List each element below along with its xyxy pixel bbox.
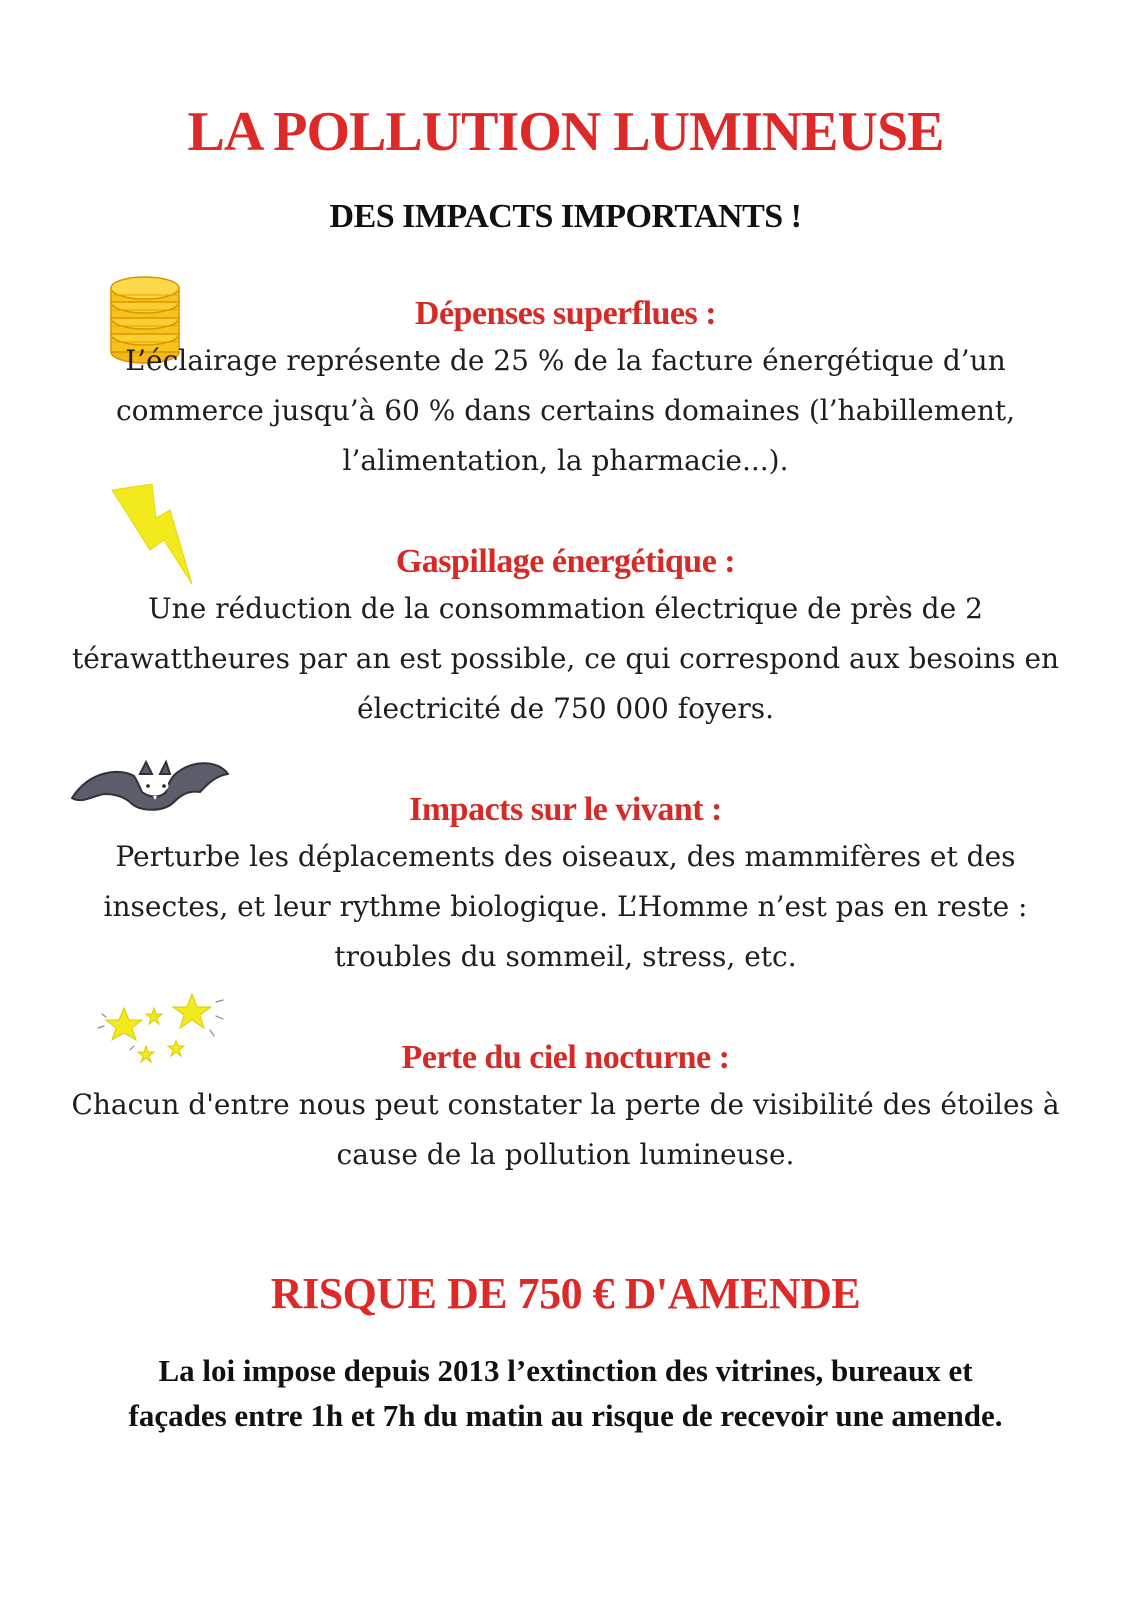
section-title: Impacts sur le vivant : [409, 791, 722, 828]
section-body: Chacun d'entre nous peut constater la perte de visibilité des étoiles à cause de la pollution lumineuse. [71, 1088, 1060, 1171]
fine-body: La loi impose depuis 2013 l’extinction des vitrines, bureaux et façades entre 1h et 7h du matin au risque de recevoir une amende. [128, 1353, 1003, 1433]
section-ciel [60, 1036, 1071, 1180]
fine-title: RISQUE DE 750 € D'AMENDE [270, 1269, 861, 1318]
section-body: Perturbe les déplacements des oiseaux, des mammifères et des insectes, et leur rythme biologique. L’Homme n’est pas en reste : troubles du sommeil, stress, etc. [103, 840, 1028, 973]
section-body: Une réduction de la consommation électrique de près de 2 térawattheures par an est possible, ce qui correspond aux besoins en électricité de 750 000 foyers. [71, 592, 1060, 725]
section-vivant [60, 788, 1071, 982]
section-gaspillage [60, 540, 1071, 734]
section-title: Gaspillage énergétique : [395, 543, 736, 580]
page-subtitle: DES IMPACTS IMPORTANTS ! [329, 198, 802, 235]
section-title: Dépenses superflues : [414, 295, 717, 332]
section-title: Perte du ciel nocturne : [401, 1039, 730, 1076]
page-title: LA POLLUTION LUMINEUSE [187, 101, 944, 163]
section-body: L’éclairage représente de 25 % de la facture énergétique d’un commerce jusqu’à 60 % dans certains domaines (l’habillement, l’alimentation, la pharmacie...). [115, 344, 1016, 477]
section-depenses [60, 292, 1071, 486]
